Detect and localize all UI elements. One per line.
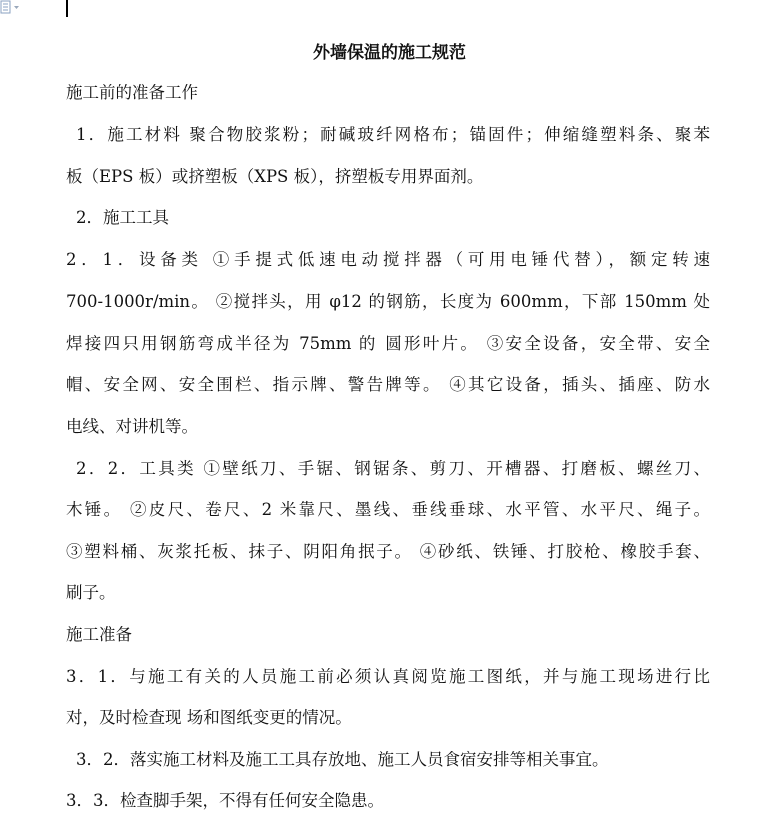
text-cursor [66, 0, 68, 17]
body-line-14: 施工准备 [66, 625, 132, 644]
body-line-1: 施工前的准备工作 [66, 83, 198, 102]
body-line-9: 电线、对讲机等。 [66, 417, 198, 436]
body-line-10: 2．2．工具类 ①壁纸刀、手锯、钢锯条、剪刀、开槽器、打磨板、螺丝刀、 [76, 459, 710, 478]
body-line-17: 3．2．落实施工材料及施工工具存放地、施工人员食宿安排等相关事宜。 [76, 750, 609, 769]
body-line-3: 板（EPS 板）或挤塑板（XPS 板），挤塑板专用界面剂。 [66, 167, 484, 186]
body-line-8: 帽、安全网、安全围栏、指示牌、警告牌等。 ④其它设备，插头、插座、防水 [66, 375, 710, 394]
body-line-13: 刷子。 [66, 583, 116, 602]
body-line-2: 1．施工材料 聚合物胶浆粉；耐碱玻纤网格布；锚固件；伸缩缝塑料条、聚苯 [76, 125, 710, 144]
document-title: 外墙保温的施工规范 [313, 43, 466, 63]
body-line-15: 3．1．与施工有关的人员施工前必须认真阅览施工图纸，并与施工现场进行比 [66, 667, 710, 686]
body-line-7: 焊接四只用钢筋弯成半径为 75mm 的 圆形叶片。 ③安全设备，安全带、安全 [66, 334, 710, 353]
body-line-6: 700-1000r/min。 ②搅拌头，用 φ12 的钢筋，长度为 600mm，下部 150mm 处 [66, 292, 710, 311]
body-line-16: 对，及时检查现 场和图纸变更的情况。 [66, 708, 352, 727]
document-icon[interactable] [0, 0, 22, 16]
body-line-4: 2．施工工具 [76, 208, 169, 227]
body-line-11: 木锤。 ②皮尺、卷尺、2 米靠尺、墨线、垂线垂球、水平管、水平尺、绳子。 [66, 500, 710, 519]
body-line-12: ③塑料桶、灰浆托板、抹子、阴阳角抿子。 ④砂纸、铁锤、打胶枪、橡胶手套、 [66, 542, 710, 561]
body-line-5: 2．1．设备类 ①手提式低速电动搅拌器（可用电锤代替），额定转速 [66, 250, 710, 269]
body-line-18: 3．3．检查脚手架，不得有任何安全隐患。 [66, 791, 384, 810]
